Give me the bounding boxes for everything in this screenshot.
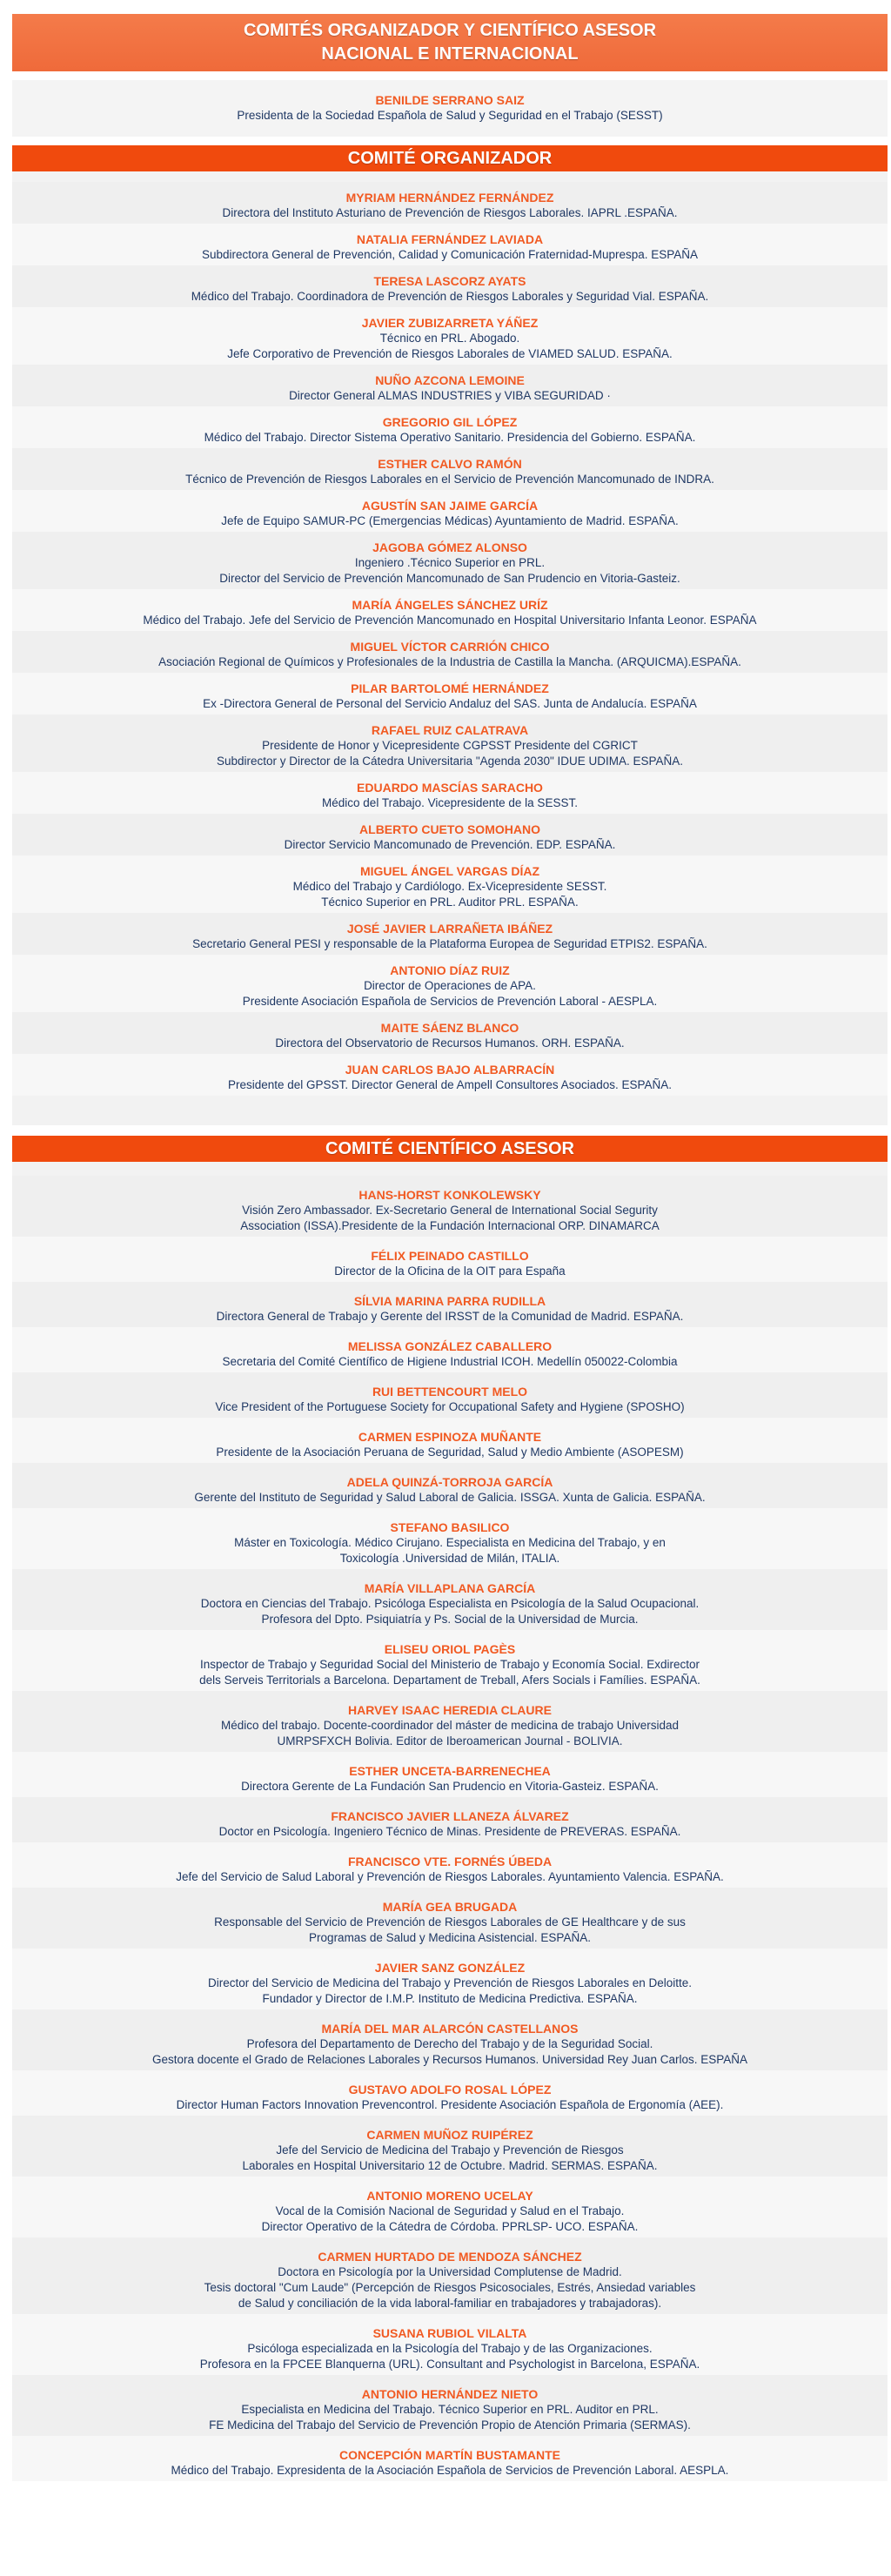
member-name: NUÑO AZCONA LEMOINE [375, 373, 525, 387]
member-description: Laborales en Hospital Universitario 12 de Octubre. Madrid. SERMAS. ESPAÑA. [242, 2159, 658, 2172]
member-name: JAVIER ZUBIZARRETA YÁÑEZ [361, 316, 539, 330]
member-description: Director de Operaciones de APA. [364, 979, 536, 992]
member-description: Director Operativo de la Cátedra de Córdoba. PPRLSP- UCO. ESPAÑA. [261, 2220, 639, 2233]
committee-member [12, 814, 888, 855]
organizing-committee-list [12, 171, 888, 1125]
member-description: Presidente Asociación Española de Servicios de Prevención Laboral - AESPLA. [242, 995, 658, 1008]
committee-member [12, 365, 888, 406]
member-description: dels Serveis Territorials a Barcelona. Departament de Treball, Afers Socials i Famílies. ESPAÑA. [199, 1674, 700, 1687]
committee-member [12, 1176, 888, 1237]
member-name: ESTHER CALVO RAMÓN [378, 457, 522, 471]
member-name: MYRIAM HERNÁNDEZ FERNÁNDEZ [345, 191, 554, 205]
member-name: HARVEY ISAAC HEREDIA CLAURE [348, 1703, 552, 1717]
committee-member [12, 1327, 888, 1372]
committee-member [12, 1012, 888, 1054]
committee-member [12, 2314, 888, 2375]
member-name: MARÍA DEL MAR ALARCÓN CASTELLANOS [321, 2022, 579, 2036]
member-description: Médico del Trabajo y Cardiólogo. Ex-Vicepresidente SESST. [292, 880, 607, 893]
member-name: MARÍA ÁNGELES SÁNCHEZ URÍZ [352, 598, 548, 612]
member-description: Jefe del Servicio de Medicina del Trabajo y Prevención de Riesgos [276, 2143, 624, 2157]
member-description: Presidente del GPSST. Director General de Ampell Consultores Asociados. ESPAÑA. [228, 1078, 672, 1091]
member-name: MARÍA VILLAPLANA GARCÍA [364, 1581, 536, 1595]
committee-member [12, 448, 888, 490]
committee-member [12, 307, 888, 365]
member-description: Médico del Trabajo. Expresidenta de la Asociación Española de Servicios de Prevención Laboral. AESPLA. [171, 2464, 729, 2477]
member-name: SÍLVIA MARINA PARRA RUDILLA [353, 1294, 546, 1308]
member-name: ELISEU ORIOL PAGÈS [384, 1642, 516, 1656]
page-title-line-1: COMITÉS ORGANIZADOR Y CIENTÍFICO ASESOR [243, 21, 657, 40]
committee-member [12, 1372, 888, 1418]
member-name: STEFANO BASILICO [390, 1520, 510, 1534]
member-name: TERESA LASCORZ AYATS [373, 274, 526, 288]
member-name: MARÍA GEA BRUGADA [382, 1900, 518, 1914]
scientific-committee-title: COMITÉ CIENTÍFICO ASESOR [12, 1136, 888, 1162]
committee-member [12, 772, 888, 814]
committee-member [12, 1463, 888, 1508]
committee-member [12, 532, 888, 589]
committee-member [12, 2070, 888, 2116]
member-name: ESTHER UNCETA-BARRENECHEA [349, 1764, 551, 1778]
member-description: Directora General de Trabajo y Gerente del IRSST de la Comunidad de Madrid. ESPAÑA. [216, 1310, 684, 1323]
member-description: Vice President of the Portuguese Society for Occupational Safety and Hygiene (SPOSHO) [215, 1400, 685, 1413]
member-description: Director del Servicio de Prevención Mancomunado de San Prudencio en Vitoria-Gasteiz. [219, 572, 680, 585]
member-description: Secretario General PESI y responsable de la Plataforma Europea de Seguridad ETPIS2. ESPAÑA. [192, 937, 707, 950]
member-description: Profesora en la FPCEE Blanquerna (URL). Consultant and Psychologist in Barcelona, ESPAÑA. [199, 2358, 700, 2371]
member-description: Máster en Toxicología. Médico Cirujano. Especialista en Medicina del Trabajo, y en [234, 1536, 666, 1549]
member-name: SUSANA RUBIOL VILALTA [372, 2326, 527, 2340]
president-entry [12, 89, 888, 126]
committee-member [12, 490, 888, 532]
member-description: Secretaria del Comité Científico de Higiene Industrial ICOH. Medellín 050022-Colombia [222, 1355, 678, 1368]
member-name: AGUSTÍN SAN JAIME GARCÍA [361, 499, 539, 513]
member-name: FRANCISCO JAVIER LLANEZA ÁLVAREZ [331, 1809, 569, 1823]
member-description: Técnico en PRL. Abogado. [379, 332, 520, 345]
member-description: Director de la Oficina de la OIT para España [334, 1265, 566, 1278]
member-description: Médico del Trabajo. Jefe del Servicio de Prevención Mancomunado en Hospital Universitario Infanta Leonor. ESPAÑA [143, 614, 757, 627]
committee-member [12, 224, 888, 265]
member-description: Director General ALMAS INDUSTRIES y VIBA SEGURIDAD · [289, 389, 611, 402]
committee-member [12, 1691, 888, 1752]
member-name: ANTONIO DÍAZ RUIZ [390, 963, 510, 977]
member-description: Doctor en Psicología. Ingeniero Técnico de Minas. Presidente de PREVERAS. ESPAÑA. [218, 1825, 681, 1838]
committee-member [12, 1508, 888, 1569]
member-name: CARMEN HURTADO DE MENDOZA SÁNCHEZ [318, 2250, 582, 2264]
member-name: MELISSA GONZÁLEZ CABALLERO [347, 1339, 553, 1353]
committee-member [12, 265, 888, 307]
member-description: Director Human Factors Innovation Prevencontrol. Presidente Asociación Española de Ergonomía (AEE). [176, 2098, 724, 2111]
member-name: EDUARDO MASCÍAS SARACHO [357, 781, 543, 795]
member-name: CARMEN MUÑOZ RUIPÉREZ [366, 2128, 533, 2142]
committee-member [12, 1630, 888, 1691]
committee-member [12, 2009, 888, 2070]
member-description: Directora Gerente de La Fundación San Prudencio en Vitoria-Gasteiz. ESPAÑA. [241, 1780, 659, 1793]
committee-member [12, 2116, 888, 2177]
page-title-line-2: NACIONAL E INTERNACIONAL [321, 44, 579, 64]
member-description: Subdirector y Director de la Cátedra Universitaria "Agenda 2030" IDUE UDIMA. ESPAÑA. [216, 755, 684, 768]
member-name: MIGUEL ÁNGEL VARGAS DÍAZ [359, 864, 540, 878]
member-description: Ingeniero .Técnico Superior en PRL. [354, 556, 546, 569]
member-description: Director Servicio Mancomunado de Prevención. EDP. ESPAÑA. [284, 838, 616, 851]
member-name: RUI BETTENCOURT MELO [372, 1385, 528, 1399]
member-name: GREGORIO GIL LÓPEZ [382, 415, 518, 429]
member-name: RAFAEL RUIZ CALATRAVA [371, 723, 529, 737]
member-description: Jefe Corporativo de Prevención de Riesgos Laborales de VIAMED SALUD. ESPAÑA. [227, 347, 673, 360]
member-description: Gestora docente el Grado de Relaciones Laborales y Recursos Humanos. Universidad Rey Juan Carlos. ESPAÑA [151, 2053, 748, 2066]
member-description: Vocal de la Comisión Nacional de Seguridad y Salud en el Trabajo. [275, 2204, 625, 2217]
scientific-committee-list [12, 1162, 888, 2481]
member-description: Programas de Salud y Medicina Asistencial. ESPAÑA. [309, 1931, 591, 1944]
member-name: MAITE SÁENZ BLANCO [380, 1021, 519, 1035]
member-description: Médico del Trabajo. Coordinadora de Prevención de Riesgos Laborales y Seguridad Vial. ESPAÑA. [191, 290, 709, 303]
member-name: ADELA QUINZÁ-TORROJA GARCÍA [346, 1475, 553, 1489]
member-description: UMRPSFXCH Bolivia. Editor de Iberoamerican Journal - BOLIVIA. [277, 1734, 623, 1748]
committee-member [12, 406, 888, 448]
member-name: JAGOBA GÓMEZ ALONSO [372, 540, 527, 554]
committee-member [12, 1797, 888, 1842]
page-title-banner [12, 14, 888, 71]
committee-member [12, 1842, 888, 1888]
member-description: Presidente de Honor y Vicepresidente CGPSST Presidente del CGRICT [262, 739, 638, 752]
member-description: Médico del Trabajo. Vicepresidente de la SESST. [322, 796, 578, 809]
member-description: Directora del Observatorio de Recursos Humanos. ORH. ESPAÑA. [275, 1036, 625, 1050]
president-name: BENILDE SERRANO SAIZ [375, 93, 525, 107]
member-name: GUSTAVO ADOLFO ROSAL LÓPEZ [348, 2083, 552, 2096]
member-description: Director del Servicio de Medicina del Trabajo y Prevención de Riesgos Laborales en Deloitte. [207, 1976, 693, 1989]
president-desc: Presidenta de la Sociedad Española de Salud y Seguridad en el Trabajo (SESST) [237, 109, 663, 122]
member-description: Psicóloga especializada en la Psicología del Trabajo y de las Organizaciones. [247, 2342, 653, 2355]
member-description: Doctora en Ciencias del Trabajo. Psicóloga Especialista en Psicología de la Salud Ocupacional. [200, 1597, 700, 1610]
member-description: Ex -Directora General de Personal del Servicio Andaluz del SAS. Junta de Andalucía. ESPAÑA [203, 697, 697, 710]
member-description: Médico del trabajo. Docente-coordinador del máster de medicina de trabajo Universidad [220, 1719, 680, 1732]
member-description: Toxicología .Universidad de Milán, ITALIA. [339, 1552, 560, 1565]
member-description: Directora del Instituto Asturiano de Prevención de Riesgos Laborales. IAPRL .ESPAÑA. [222, 206, 678, 219]
member-description: Especialista en Medicina del Trabajo. Técnico Superior en PRL. Auditor en PRL. [241, 2403, 659, 2416]
member-description: Tesis doctoral "Cum Laude" (Percepción de Riesgos Psicosociales, Estrés, Ansiedad variables [204, 2281, 696, 2294]
member-description: Profesora del Dpto. Psiquiatría y Ps. Social de la Universidad de Murcia. [261, 1613, 639, 1626]
committee-member [12, 2237, 888, 2314]
committee-member [12, 1054, 888, 1096]
committee-member [12, 182, 888, 224]
committee-member [12, 913, 888, 955]
committee-member [12, 714, 888, 772]
member-name: FÉLIX PEINADO CASTILLO [371, 1249, 529, 1263]
committee-member [12, 631, 888, 673]
member-description: Jefe de Equipo SAMUR-PC (Emergencias Médicas) Ayuntamiento de Madrid. ESPAÑA. [221, 514, 679, 527]
member-name: CARMEN ESPINOZA MUÑANTE [358, 1430, 542, 1444]
member-name: MIGUEL VÍCTOR CARRIÓN CHICO [350, 640, 550, 654]
member-name: ANTONIO HERNÁNDEZ NIETO [361, 2387, 539, 2401]
member-description: Asociación Regional de Químicos y Profesionales de la Industria de Castilla la Mancha. (ARQUICMA).ESPAÑA. [158, 655, 741, 668]
committee-member [12, 855, 888, 913]
member-name: JUAN CARLOS BAJO ALBARRACÍN [345, 1063, 555, 1077]
member-description: Presidente de la Asociación Peruana de Seguridad, Salud y Medio Ambiente (ASOPESM) [216, 1446, 684, 1459]
member-description: Jefe del Servicio de Salud Laboral y Prevención de Riesgos Laborales. Ayuntamiento Valencia. ESPAÑA. [176, 1870, 724, 1883]
member-name: HANS-HORST KONKOLEWSKY [358, 1188, 541, 1202]
committee-member [12, 1282, 888, 1327]
member-name: NATALIA FERNÁNDEZ LAVIADA [356, 232, 544, 246]
committee-member [12, 589, 888, 631]
committee-member [12, 2177, 888, 2237]
committee-member [12, 2436, 888, 2481]
organizing-committee-title: COMITÉ ORGANIZADOR [12, 145, 888, 171]
member-name: ANTONIO MORENO UCELAY [366, 2189, 533, 2203]
member-description: Doctora en Psicología por la Universidad Complutense de Madrid. [278, 2265, 622, 2278]
member-description: Gerente del Instituto de Seguridad y Salud Laboral de Galicia. ISSGA. Xunta de Galicia. ESPAÑA. [194, 1491, 706, 1504]
member-description: Fundador y Director de I.M.P. Instituto de Medicina Predictiva. ESPAÑA. [262, 1992, 638, 2005]
committee-member [12, 1888, 888, 1949]
member-description: Profesora del Departamento de Derecho del Trabajo y de la Seguridad Social. [246, 2037, 653, 2050]
committee-member [12, 955, 888, 1012]
president-block [12, 80, 888, 137]
member-description: Técnico Superior en PRL. Auditor PRL. ESPAÑA. [321, 896, 579, 909]
committee-member [12, 1418, 888, 1463]
committee-member [12, 1752, 888, 1797]
member-description: Técnico de Prevención de Riesgos Laborales en el Servicio de Prevención Mancomunado de INDRA. [185, 473, 714, 486]
committee-member [12, 1237, 888, 1282]
member-description: Responsable del Servicio de Prevención de Riesgos Laborales de GE Healthcare y de sus [214, 1915, 686, 1929]
committee-member [12, 2375, 888, 2436]
member-description: FE Medicina del Trabajo del Servicio de Prevención Propio de Atención Primaria (SERMAS). [209, 2418, 691, 2432]
member-name: CONCEPCIÓN MARTÍN BUSTAMANTE [338, 2448, 561, 2462]
member-name: ALBERTO CUETO SOMOHANO [359, 822, 540, 836]
member-name: PILAR BARTOLOMÉ HERNÁNDEZ [351, 681, 549, 695]
member-description: Inspector de Trabajo y Seguridad Social del Ministerio de Trabajo y Economía Social. Exdirector [199, 1658, 700, 1671]
member-description: Association (ISSA).Presidente de la Fundación Internacional ORP. DINAMARCA [240, 1219, 660, 1232]
member-name: JOSÉ JAVIER LARRAÑETA IBÁÑEZ [346, 922, 553, 936]
committee-member [12, 1569, 888, 1630]
member-description: de Salud y conciliación de la vida laboral-familiar en trabajadores y trabajadoras). [238, 2297, 662, 2310]
committee-member [12, 673, 888, 714]
member-name: FRANCISCO VTE. FORNÉS ÚBEDA [347, 1855, 553, 1868]
member-name: JAVIER SANZ GONZÁLEZ [374, 1961, 526, 1975]
member-description: Subdirectora General de Prevención, Calidad y Comunicación Fraternidad-Muprespa. ESPAÑA [201, 248, 699, 261]
member-description: Médico del Trabajo. Director Sistema Operativo Sanitario. Presidencia del Gobierno. ESPAÑA. [204, 431, 696, 444]
member-description: Visión Zero Ambassador. Ex-Secretario General de International Social Segurity [242, 1204, 658, 1217]
committees-page [12, 14, 888, 2481]
committee-member [12, 1949, 888, 2009]
